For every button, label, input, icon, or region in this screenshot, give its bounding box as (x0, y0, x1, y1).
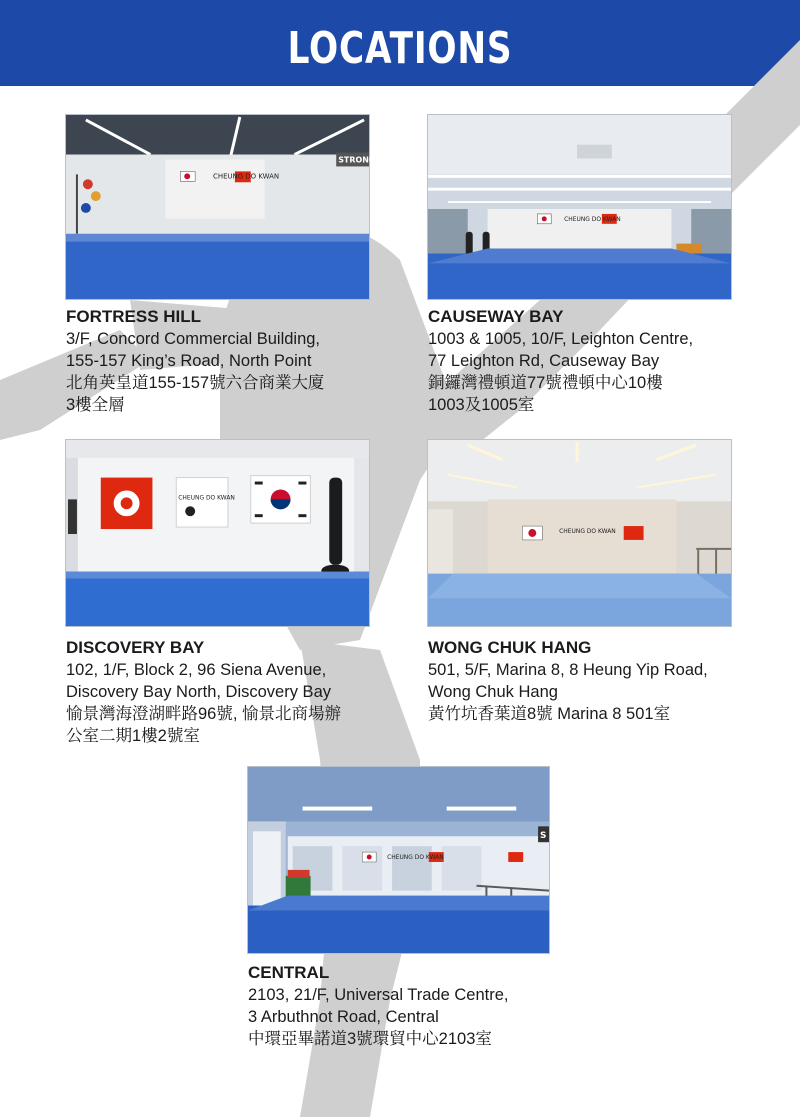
location-photo (247, 766, 550, 954)
dojo-photo-central (248, 767, 549, 953)
location-photo (65, 439, 370, 627)
dojo-photo-causeway-bay (428, 115, 731, 299)
address-line: 3/F, Concord Commercial Building, (66, 330, 321, 348)
address-line: 77 Leighton Rd, Causeway Bay (428, 352, 660, 370)
location-name: FORTRESS HILL (66, 307, 202, 326)
address-line-chinese: 北角英皇道155-157號六合商業大廈 (66, 374, 325, 392)
address-line-chinese: 3樓全層 (66, 396, 125, 414)
address-line: 3 Arbuthnot Road, Central (248, 1008, 439, 1026)
location-info (428, 637, 788, 725)
location-name: WONG CHUK HANG (428, 638, 592, 657)
logo-text: CHEUNG DO KWAN (559, 528, 616, 535)
address-line-chinese: 中環亞畢諾道3號環貿中心2103室 (248, 1030, 492, 1048)
page-title: LOCATIONS (287, 23, 513, 74)
logo-text: CHEUNG DO KWAN (564, 215, 621, 223)
location-info (428, 306, 768, 416)
address-line-chinese: 愉景灣海澄湖畔路96號, 愉景北商場辦 (66, 705, 342, 723)
address-line: Wong Chuk Hang (428, 683, 558, 701)
address-line-chinese: 公室二期1樓2號室 (66, 727, 200, 745)
wall-sign-text: STRONG (338, 155, 376, 165)
dojo-photo-wong-chuk-hang (428, 440, 731, 626)
logo-text: CHEUNG DO KWAN (178, 494, 235, 502)
logo-text: CHEUNG DO KWAN (387, 854, 444, 862)
address-line-chinese: 黃竹坑香葉道8號 Marina 8 501室 (428, 705, 671, 723)
logo-text: CHEUNG DO KWAN (213, 172, 280, 181)
address-line: 102, 1/F, Block 2, 96 Siena Avenue, (66, 661, 327, 679)
address-line: 155-157 King’s Road, North Point (66, 352, 312, 370)
address-line-chinese: 銅鑼灣禮頓道77號禮頓中心10樓 (428, 374, 663, 392)
address-line: 1003 & 1005, 10/F, Leighton Centre, (428, 330, 694, 348)
wall-sign-text: S (540, 831, 547, 842)
location-name: CAUSEWAY BAY (428, 307, 564, 326)
address-line: Discovery Bay North, Discovery Bay (66, 683, 331, 701)
dojo-photo-discovery-bay (66, 440, 369, 626)
location-name: DISCOVERY BAY (66, 638, 205, 657)
location-info (248, 962, 578, 1050)
dojo-photo-fortress-hill (66, 115, 376, 299)
address-line: 2103, 21/F, Universal Trade Centre, (248, 986, 509, 1004)
location-name: CENTRAL (248, 963, 330, 982)
address-line: 501, 5/F, Marina 8, 8 Heung Yip Road, (428, 661, 708, 679)
location-photo (427, 114, 732, 300)
location-photo (65, 114, 376, 300)
location-info (66, 637, 396, 747)
location-photo (427, 439, 732, 627)
address-line-chinese: 1003及1005室 (428, 396, 535, 414)
location-info (66, 306, 396, 416)
